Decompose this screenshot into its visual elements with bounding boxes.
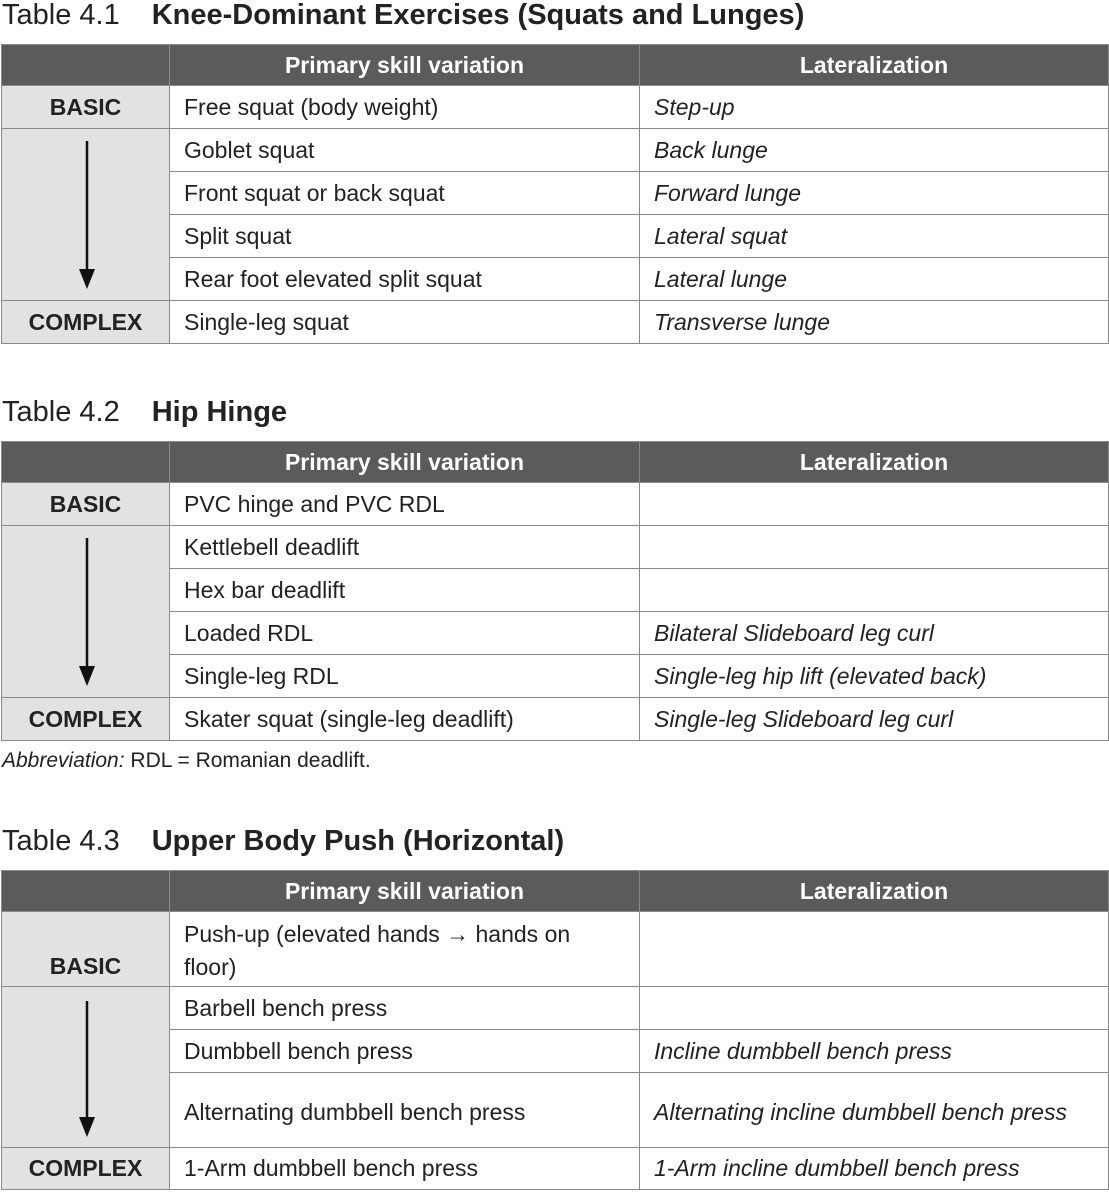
lateral-cell: Lateral lunge [640,258,1109,301]
primary-cell: Single-leg RDL [170,655,640,698]
header-primary: Primary skill variation [170,45,640,86]
lateral-cell: Lateral squat [640,215,1109,258]
header-blank [2,45,170,86]
table-row [2,483,1109,526]
table-4-1 [0,0,1109,344]
header-lateralization: Lateralization [640,871,1109,912]
table-4-2 [0,397,1109,775]
table-row [2,912,1109,987]
lateral-cell: Bilateral Slideboard leg curl [640,612,1109,655]
table-number: Table 4.3 [2,825,120,857]
lateral-cell: Forward lunge [640,172,1109,215]
lateral-cell: Single-leg hip lift (elevated back) [640,655,1109,698]
basic-label: BASIC [2,86,170,129]
table-row [2,301,1109,344]
lateral-cell: Single-leg Slideboard leg curl [640,698,1109,741]
lateral-cell [640,483,1109,526]
table-row [2,987,1109,1030]
lateral-cell: Step-up [640,86,1109,129]
lateral-cell: Alternating incline dumbbell bench press [640,1073,1109,1148]
table-title: Upper Body Push (Horizontal) [151,825,565,857]
table-row [2,129,1109,172]
down-arrow-icon [2,129,170,301]
table-caption [0,826,1109,870]
note-text: RDL = Romanian deadlift. [124,749,371,772]
header-primary: Primary skill variation [170,442,640,483]
primary-cell: 1-Arm dumbbell bench press [170,1148,640,1190]
primary-cell: Single-leg squat [170,301,640,344]
primary-cell: Free squat (body weight) [170,86,640,129]
primary-cell: Alternating dumbbell bench press [170,1073,640,1148]
table-row [2,698,1109,741]
primary-cell: Kettlebell deadlift [170,526,640,569]
lateral-cell: 1-Arm incline dumbbell bench press [640,1148,1109,1190]
table-4-3 [0,826,1109,1190]
table-title: Hip Hinge [151,396,288,428]
primary-cell: Front squat or back squat [170,172,640,215]
header-lateralization: Lateralization [640,442,1109,483]
lateral-cell [640,987,1109,1030]
note-label: Abbreviation: [2,749,125,772]
table-header-row [2,442,1109,483]
exercise-table [1,870,1109,1190]
lateral-cell [640,912,1109,987]
primary-cell: Push-up (elevated hands → hands on floor) [170,912,640,987]
complex-label: COMPLEX [2,1148,170,1190]
table-title: Knee-Dominant Exercises (Squats and Lunges) [151,0,805,31]
complex-label: COMPLEX [2,301,170,344]
table-number: Table 4.2 [2,396,120,428]
primary-cell: Goblet squat [170,129,640,172]
table-caption [0,0,1109,44]
table-row [2,526,1109,569]
lateral-cell [640,569,1109,612]
primary-cell: Split squat [170,215,640,258]
complex-label: COMPLEX [2,698,170,741]
exercise-table [1,441,1109,741]
table-header-row [2,871,1109,912]
primary-cell: Hex bar deadlift [170,569,640,612]
table-number: Table 4.1 [2,0,120,31]
lateral-cell [640,526,1109,569]
progression-arrow-cell [2,129,170,301]
header-lateralization: Lateralization [640,45,1109,86]
primary-cell: Skater squat (single-leg deadlift) [170,698,640,741]
lateral-cell: Incline dumbbell bench press [640,1030,1109,1073]
header-blank [2,442,170,483]
lateral-cell: Back lunge [640,129,1109,172]
progression-arrow-cell [2,987,170,1148]
primary-cell: Dumbbell bench press [170,1030,640,1073]
primary-cell: Barbell bench press [170,987,640,1030]
header-primary: Primary skill variation [170,871,640,912]
exercise-table [1,44,1109,344]
primary-cell: PVC hinge and PVC RDL [170,483,640,526]
progression-arrow-cell [2,526,170,698]
lateral-cell: Transverse lunge [640,301,1109,344]
down-arrow-icon [2,526,170,698]
basic-label: BASIC [2,483,170,526]
down-arrow-icon [2,987,170,1149]
primary-cell: Loaded RDL [170,612,640,655]
basic-label: BASIC [2,912,170,987]
table-caption [0,397,1109,441]
header-blank [2,871,170,912]
abbreviation-note [2,749,1109,775]
table-header-row [2,45,1109,86]
table-row [2,86,1109,129]
table-row [2,1148,1109,1190]
primary-cell: Rear foot elevated split squat [170,258,640,301]
